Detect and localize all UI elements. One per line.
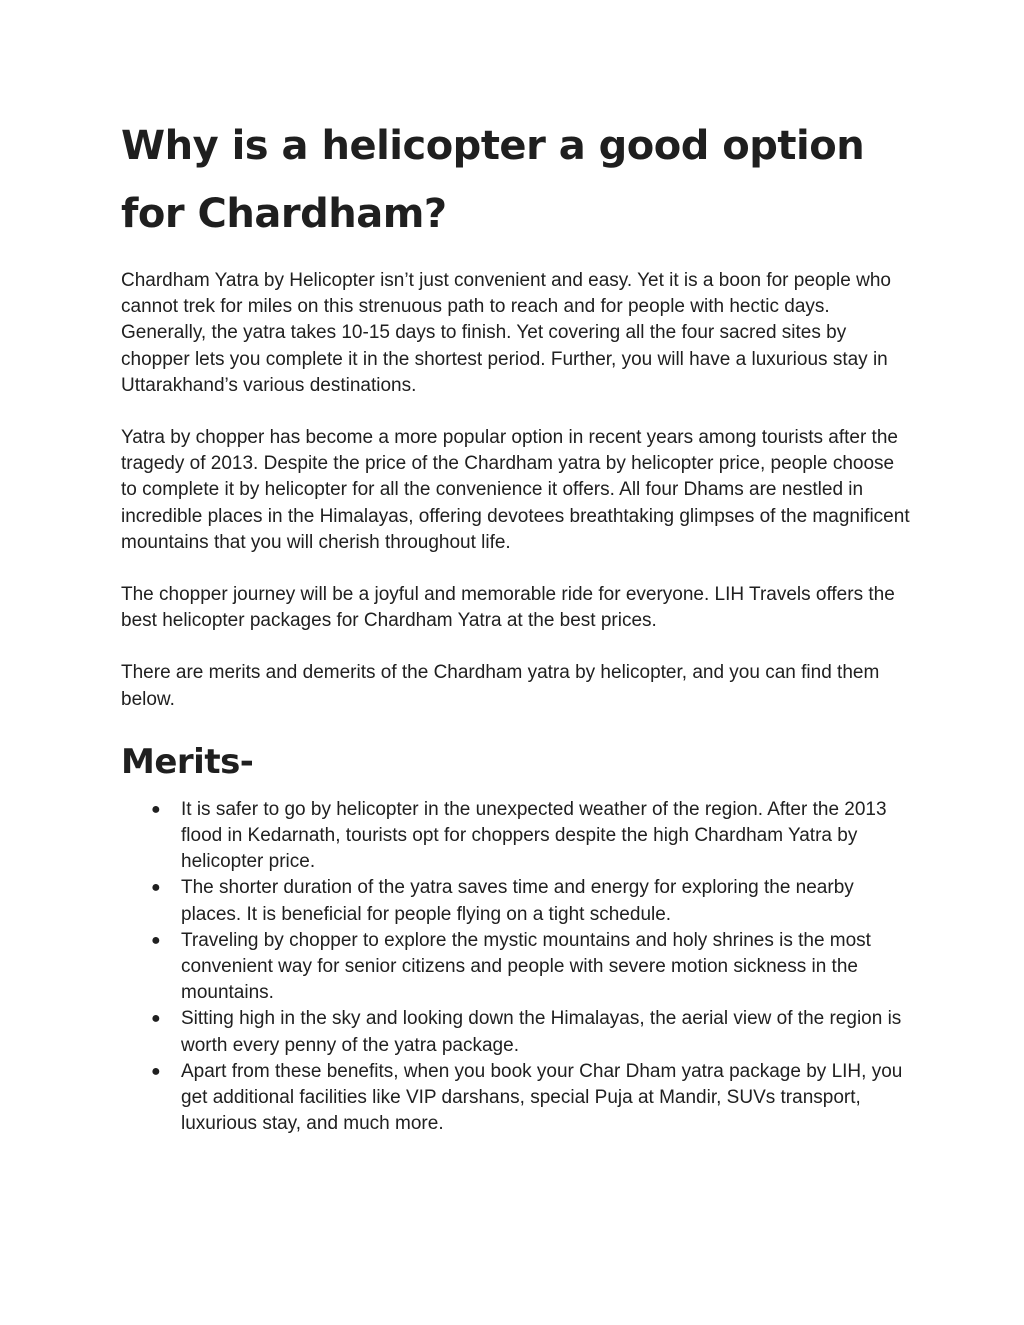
bullet-icon: ● (151, 800, 161, 818)
list-item (121, 928, 911, 1007)
merits-list (121, 797, 911, 1138)
paragraph-intro: Chardham Yatra by Helicopter isn’t just convenient and easy. Yet it is a boon for people who cannot trek for miles on this strenuous path to reach and for people with hectic days. Generally, the yatra takes 10-15 days to finish. Yet covering all the four sacred sites by chopper lets you complete it in the shortest period. Further, you will have a luxurious stay in Uttarakhand’s various destinations. (121, 270, 891, 396)
list-item (121, 875, 911, 927)
list-item-text: The shorter duration of the yatra saves time and energy for exploring the nearby places. It is beneficial for people flying on a tight schedule. (181, 877, 854, 925)
list-item (121, 797, 911, 876)
list-item-text: It is safer to go by helicopter in the unexpected weather of the region. After the 2013 flood in Kedarnath, tourists opt for choppers despite the high Chardham Yatra by helicopter price. (181, 798, 887, 873)
paragraph-merits-intro: There are merits and demerits of the Chardham yatra by helicopter, and you can find them below. (121, 662, 880, 710)
paragraph-popularity: Yatra by chopper has become a more popular option in recent years among tourists after the tragedy of 2013. Despite the price of the Chardham yatra by helicopter price, people choose to complete it by helicopter for all the convenience it offers. All four Dhams are nestled in incredible places in the Himalayas, offering devotees breathtaking glimpses of the magnificent mountains that you will cherish throughout life. (121, 427, 910, 553)
bullet-icon: ● (151, 1062, 161, 1080)
page-title: Why is a helicopter a good option for Chardham? (121, 123, 865, 237)
list-item (121, 1059, 911, 1138)
list-item-text: Apart from these benefits, when you book your Char Dham yatra package by LIH, you get additional facilities like VIP darshans, special Puja at Mandir, SUVs transport, luxurious stay, and much more. (181, 1060, 903, 1135)
bullet-icon: ● (151, 879, 161, 897)
list-item (121, 1006, 911, 1058)
list-item-text: Traveling by chopper to explore the mystic mountains and holy shrines is the most convenient way for senior citizens and people with severe motion sickness in the mountains. (181, 929, 871, 1004)
bullet-icon: ● (151, 931, 161, 949)
bullet-icon: ● (151, 1010, 161, 1028)
paragraph-lih-travels: The chopper journey will be a joyful and memorable ride for everyone. LIH Travels offers the best helicopter packages for Chardham Yatra at the best prices. (121, 584, 895, 632)
merits-heading: Merits- (121, 741, 254, 782)
document-page (121, 112, 911, 1137)
list-item-text: Sitting high in the sky and looking down the Himalayas, the aerial view of the region is worth every penny of the yatra package. (181, 1008, 902, 1056)
